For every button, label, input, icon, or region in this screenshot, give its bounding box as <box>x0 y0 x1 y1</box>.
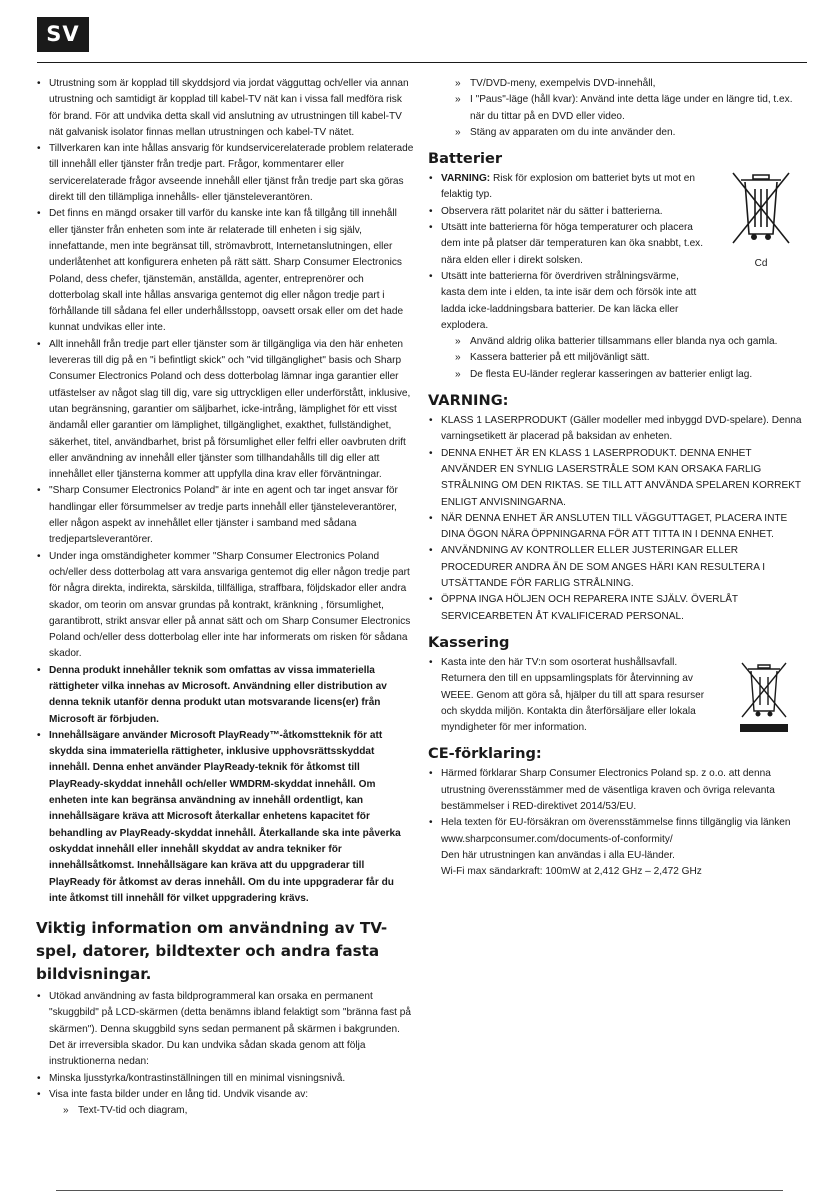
eu-usage-text: Den här utrustningen kan användas i alla EU-länder. <box>441 849 675 861</box>
list-item: • Minska ljusstyrka/kontrastinställningen till en minimal visningsnivå. <box>36 1071 414 1087</box>
section-heading-disposal: Kassering <box>428 633 510 651</box>
list-item: • Observera rätt polaritet när du sätter i batterierna. <box>428 204 804 220</box>
list-subitem: » Kassera batterier på ett miljövänligt sätt. <box>428 350 804 366</box>
section-heading-ce: CE-förklaring: <box>428 745 542 763</box>
list-item: • Utsätt inte batterierna för överdriven strålningsvärme, kasta dem inte i elden, ta inte isär dem och försök inte att ladda icke-laddningsbara batterier. De kan läcka eller explodera. <box>428 269 804 334</box>
continued-list <box>428 76 804 141</box>
list-item: • KLASS 1 LASERPRODUKT (Gäller modeller med inbyggd DVD-spelare). Denna varningsetikett är placerad på baksidan av enheten. <box>428 413 804 446</box>
ce-section <box>428 744 804 880</box>
warning-list <box>428 413 804 625</box>
list-item: • Visa inte fasta bilder under en lång tid. Undvik visande av: <box>36 1087 414 1103</box>
list-item: • ÖPPNA INGA HÖLJEN OCH REPARERA INTE SJÄLV. ÖVERLÅT SERVICEARBETEN ÅT KVALIFICERAD PERSONAL. <box>428 592 804 625</box>
ce-list <box>428 766 804 880</box>
list-item: • Utökad användning av fasta bildprogrammeral kan orsaka en permanent "skuggbild" på LCD-skärmen (detta benämns ibland felaktigt som "bränna fast på skärmen"). Denna skuggbild syns sedan permanent på skärmen i bakgrunden. Det är irreversibla skador. Du kan undvika sådan skada genom att följa instruktionerna nedan: <box>36 989 414 1070</box>
list-subitem: » TV/DVD-meny, exempelvis DVD-innehåll, <box>428 76 804 92</box>
disposal-section <box>428 633 804 736</box>
list-item: • DENNA ENHET ÄR EN KLASS 1 LASERPRODUKT. DENNA ENHET ANVÄNDER EN SYNLIG LASERSTRÅLE SOM KAN ORSAKA FARLIG STRÅLNING OM DEN RIKTAS. SE TILL ATT ANVÄNDA SPELAREN KORREKT ENLIGT ANVISNINGARNA. <box>428 446 804 511</box>
warning-label: VARNING: <box>441 173 491 185</box>
list-item: • Under inga omständigheter kommer "Sharp Consumer Electronics Poland och/eller dess dotterbolag att vara ansvariga gentemot dig eller någon tredje part för några direkta, indirekta, särskilda, tillfälliga, straffbara, följdskador eller andra skador, om teorin om ansvar grundas på kontrakt, kränkning , försumlighet, garantibrott, strikt ansvar eller på annat sätt och om Sharp Consumer Electronics Poland och/eller dess dotterbolag eller inte har informerats om risken för sådana skador. <box>36 549 414 663</box>
batteries-list <box>428 171 804 383</box>
list-item: • Kasta inte den här TV:n som osorterat hushållsavfall. Returnera den till en uppsamlingsplats för återvinning av WEEE. Genom att göra så, hjälper du till att spara resurser och skydda miljön. Kontakta din återförsäljare eller lokala myndigheter för mer information. <box>428 655 804 736</box>
conformity-link-text: • Hela texten för EU-försäkran om överensstämmelse finns tillgänglig via länken www.sharpconsumer.com/documents-of-conformity/ <box>441 817 791 845</box>
list-item: • Denna produkt innehåller teknik som omfattas av vissa immateriella rättigheter vilka innehas av Microsoft. Användning eller distribution av denna teknik utanför denna produkt utan motsvarande licens(er) från Microsoft är förbjuden. <box>36 663 414 728</box>
list-subitem: » De flesta EU-länder reglerar kasseringen av batterier enligt lag. <box>428 367 804 383</box>
warning-text: Risk för explosion om batteriet byts ut mot en felaktig typ. <box>441 173 695 201</box>
list-item: • Allt innehåll från tredje part eller tjänster som är tillgängliga via den här enheten levereras till dig på en "i befintligt skick" och "vid tillgänglighet" basis och Sharp Consumer Electronics Poland och dess dotterbolag lämnar inga garantier eller utfästelser av något slag till dig, vare sig uttryckligen eller underförstått, inklusive, utan begränsning, garantier om säljbarhet, icke-intrång, lämplighet för ett visst ändamål eller garantier om lämplighet, tillgänglighet, exakthet, fullständighet, säkerhet, titel, användbarhet, brist på försumlighet eller felfri eller oavbruten drift eller användning av innehåll eller tjänster som tillhandahålls till dig eller att innehållet eller tjänsterna kommer att uppfylla dina krav eller förväntningar. <box>36 337 414 484</box>
list-item: • Tillverkaren kan inte hållas ansvarig för kundservicerelaterade problem relaterade till innehåll eller tjänster från tredje part. Frågor, kommentarer eller servicerelaterade frågor avseende innehåll eller tjänst från tredje part ska göras direkt till den tillämpliga innehålls- eller tjänsteleverantören. <box>36 141 414 206</box>
laser-warning-section <box>428 391 804 625</box>
section-heading-games: Viktig information om användning av TV-spel, datorer, bildtexter och andra fasta bildvisningar. <box>36 919 388 984</box>
cd-label: Cd <box>754 258 768 270</box>
wifi-power-text: Wi-Fi max sändarkraft: 100mW at 2,412 GHz – 2,472 GHz <box>441 866 702 878</box>
list-item: • NÄR DENNA ENHET ÄR ANSLUTEN TILL VÄGGUTTAGET, PLACERA INTE DINA ÖGON NÄRA ÖPPNINGARNA FÖR ATT TITTA IN I DENNA ENHET. <box>428 511 804 544</box>
section-heading-warning: VARNING: <box>428 392 509 410</box>
list-subitem: » Använd aldrig olika batterier tillsammans eller blanda nya och gamla. <box>428 334 804 350</box>
list-item: • Härmed förklarar Sharp Consumer Electronics Poland sp. z o.o. att denna utrustning överensstämmer med de väsentliga kraven och övriga relevanta bestämmelser i RED-direktivet 2014/53/EU. <box>428 766 804 815</box>
language-tag: SV <box>37 17 89 52</box>
right-column <box>428 76 804 880</box>
list-item: • Det finns en mängd orsaker till varför du kanske inte kan få tillgång till innehåll eller tjänster från enheten som inte är relaterade till enheten i sig själv, innefattande, men inte begränsat till, strömavbrott, Internetanslutningen, eller underlåtenhet att konfigurera enheten på rätt sätt. Sharp Consumer Electronics Poland, dess chefer, tjänstemän, anställda, agenter, entreprenörer och dotterbolag skall inte hållas ansvariga gentemot dig eller någon tredje part i förhållande till sådana fel eller underhållsstopp, oavsett orsak eller om det hade kunnat undvikas eller inte. <box>36 206 414 336</box>
batteries-section <box>428 149 804 383</box>
list-item: • Utrustning som är kopplad till skyddsjord via jordat vägguttag och/eller via annan utrustning och samtidigt är kopplad till kabel-TV nät kan i vissa fall medföra risk för brand. För att undvika detta skall vid anslutning av utrustningen till kabel-TV nät galvanisk isolator finnas mellan utrustningen och kabel-TV nätet. <box>36 76 414 141</box>
list-item <box>428 815 804 880</box>
list-subitem: » Stäng av apparaten om du inte använder den. <box>428 125 804 141</box>
safety-list <box>36 76 414 907</box>
header-rule <box>37 62 807 63</box>
list-subitem: » I "Paus"-läge (håll kvar): Använd inte detta läge under en längre tid, t.ex. när du tittar på en DVD eller video. <box>428 92 804 125</box>
left-column <box>36 76 414 1120</box>
list-item: • Utsätt inte batterierna för höga temperaturer och placera dem inte på platser där temperaturen kan öka snabbt, t.ex. nära elden eller i direkt solsken. <box>428 220 804 269</box>
list-item: • "Sharp Consumer Electronics Poland" är inte en agent och tar inget ansvar för handlingar eller försummelser av tredje parts innehåll eller tjänsteleverantörer, eller någon aspekt av innehållet eller tjänster i samband med sådana tredjepartsleverantörer. <box>36 483 414 548</box>
game-list <box>36 989 414 1119</box>
list-item: • ANVÄNDNING AV KONTROLLER ELLER JUSTERINGAR ELLER PROCEDURER ANDRA ÄN DE SOM ANGES HÄRI KAN RESULTERA I UTSÄTTANDE FÖR FARLIG STRÅLNING. <box>428 543 804 592</box>
list-item <box>428 171 804 204</box>
list-subitem: » Text-TV-tid och diagram, <box>36 1103 414 1119</box>
list-item: • Innehållsägare använder Microsoft PlayReady™-åtkomstteknik för att skydda sina immateriella rättigheter, inklusive upphovsrättsskyddat innehåll. Denna enhet använder PlayReady-teknik för åtkomst till PlayReady-skyddat innehåll och/eller WMDRM-skyddat innehåll. Om enheten inte kan begränsa användning av innehåll ordentligt, kan innehållsägare kräva att Microsoft återkallar enhetens kapacitet för behandling av PlayReady-skyddat innehåll. Återkallande ska inte påverka oskyddat innehåll eller innehåll skyddat av andra tekniker för innehållsåtkomst. Innehållsägare kan kräva att du uppgraderar till PlayReady för åtkomst av deras innehåll. Om du inte uppgraderar får du inte åtkomst till innehåll för vilket uppgradering krävs. <box>36 728 414 907</box>
disposal-list <box>428 655 804 736</box>
section-heading-batteries: Batterier <box>428 150 503 168</box>
